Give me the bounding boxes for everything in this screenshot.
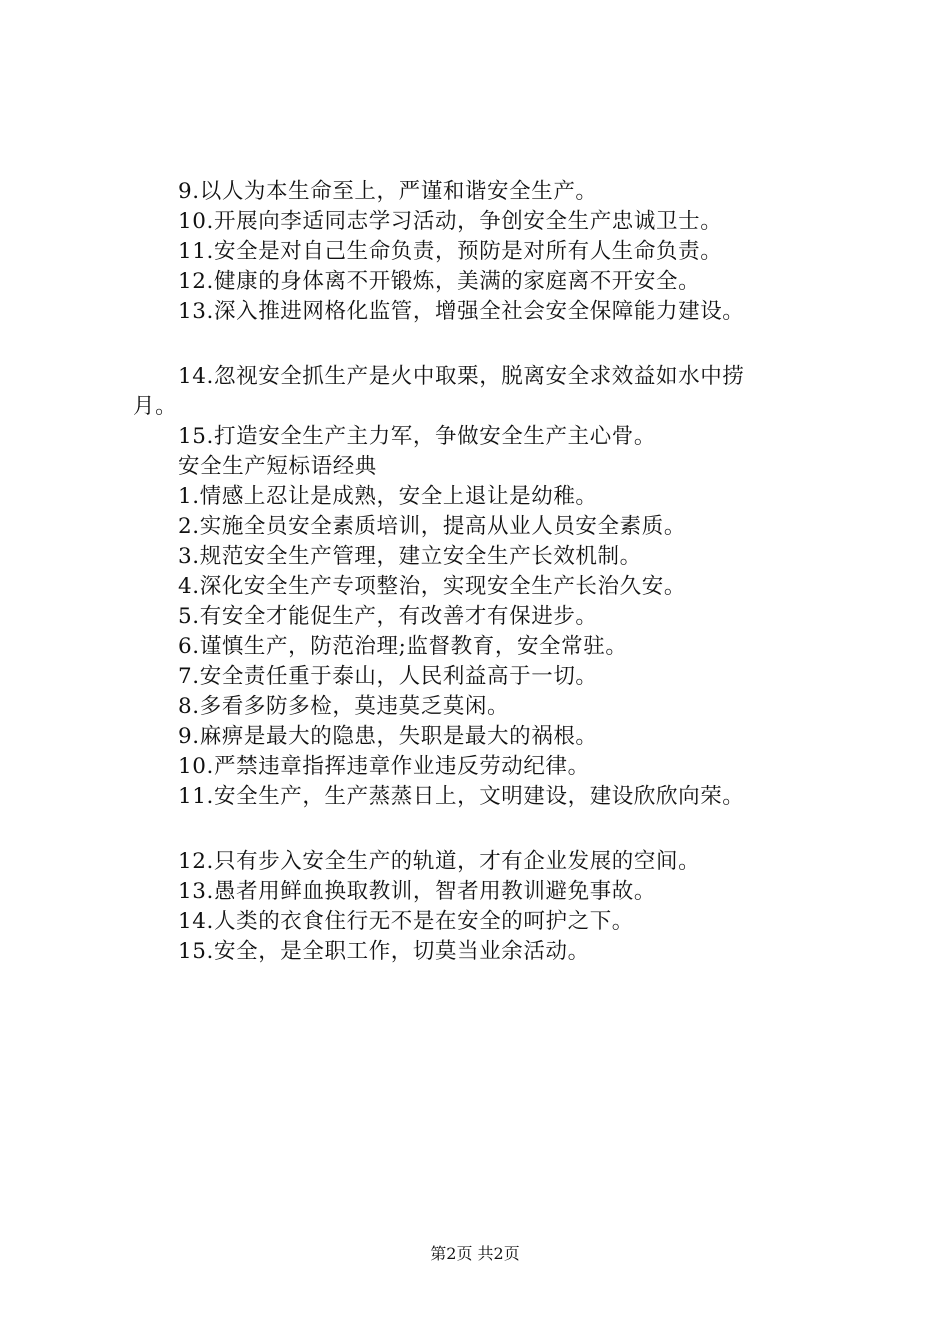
slogan-line: 8.多看多防多检，莫违莫乏莫闲。 [178,694,510,719]
slogan-line: 13.愚者用鲜血换取教训，智者用教训避免事故。 [178,879,656,904]
slogan-line: 6.谨慎生产，防范治理;监督教育，安全常驻。 [178,634,628,659]
slogan-line: 14.忽视安全抓生产是火中取栗，脱离安全求效益如水中捞 [178,364,745,389]
slogan-line: 4.深化安全生产专项整治，实现安全生产长治久安。 [178,574,686,599]
slogan-line: 3.规范安全生产管理，建立安全生产长效机制。 [178,544,642,569]
slogan-line: 10.严禁违章指挥违章作业违反劳动纪律。 [178,754,590,779]
slogan-line: 12.健康的身体离不开锻炼，美满的家庭离不开安全。 [178,269,701,294]
slogan-line: 11.安全是对自己生命负责，预防是对所有人生命负责。 [178,239,723,264]
slogan-line: 2.实施全员安全素质培训，提高从业人员安全素质。 [178,514,686,539]
slogan-line: 1.情感上忍让是成熟，安全上退让是幼稚。 [178,484,598,509]
slogan-line: 15.打造安全生产主力军，争做安全生产主心骨。 [178,424,656,449]
slogan-line: 5.有安全才能促生产，有改善才有保进步。 [178,604,598,629]
page-footer: 第2页 共2页 [430,1244,520,1263]
slogan-line: 10.开展向李适同志学习活动，争创安全生产忠诚卫士。 [178,209,723,234]
slogan-line: 7.安全责任重于泰山，人民利益高于一切。 [178,664,598,689]
slogan-line: 9.麻痹是最大的隐患，失职是最大的祸根。 [178,724,598,749]
slogan-line: 13.深入推进网格化监管，增强全社会安全保障能力建设。 [178,299,745,324]
slogan-line-continuation: 月。 [133,394,178,419]
slogan-line: 14.人类的衣食住行无不是在安全的呵护之下。 [178,909,634,934]
slogan-line: 15.安全，是全职工作，切莫当业余活动。 [178,939,590,964]
slogan-line: 12.只有步入安全生产的轨道，才有企业发展的空间。 [178,849,701,874]
slogan-line: 11.安全生产，生产蒸蒸日上，文明建设，建设欣欣向荣。 [178,784,745,809]
section-heading: 安全生产短标语经典 [178,454,377,479]
slogan-line: 9.以人为本生命至上，严谨和谐安全生产。 [178,179,598,204]
